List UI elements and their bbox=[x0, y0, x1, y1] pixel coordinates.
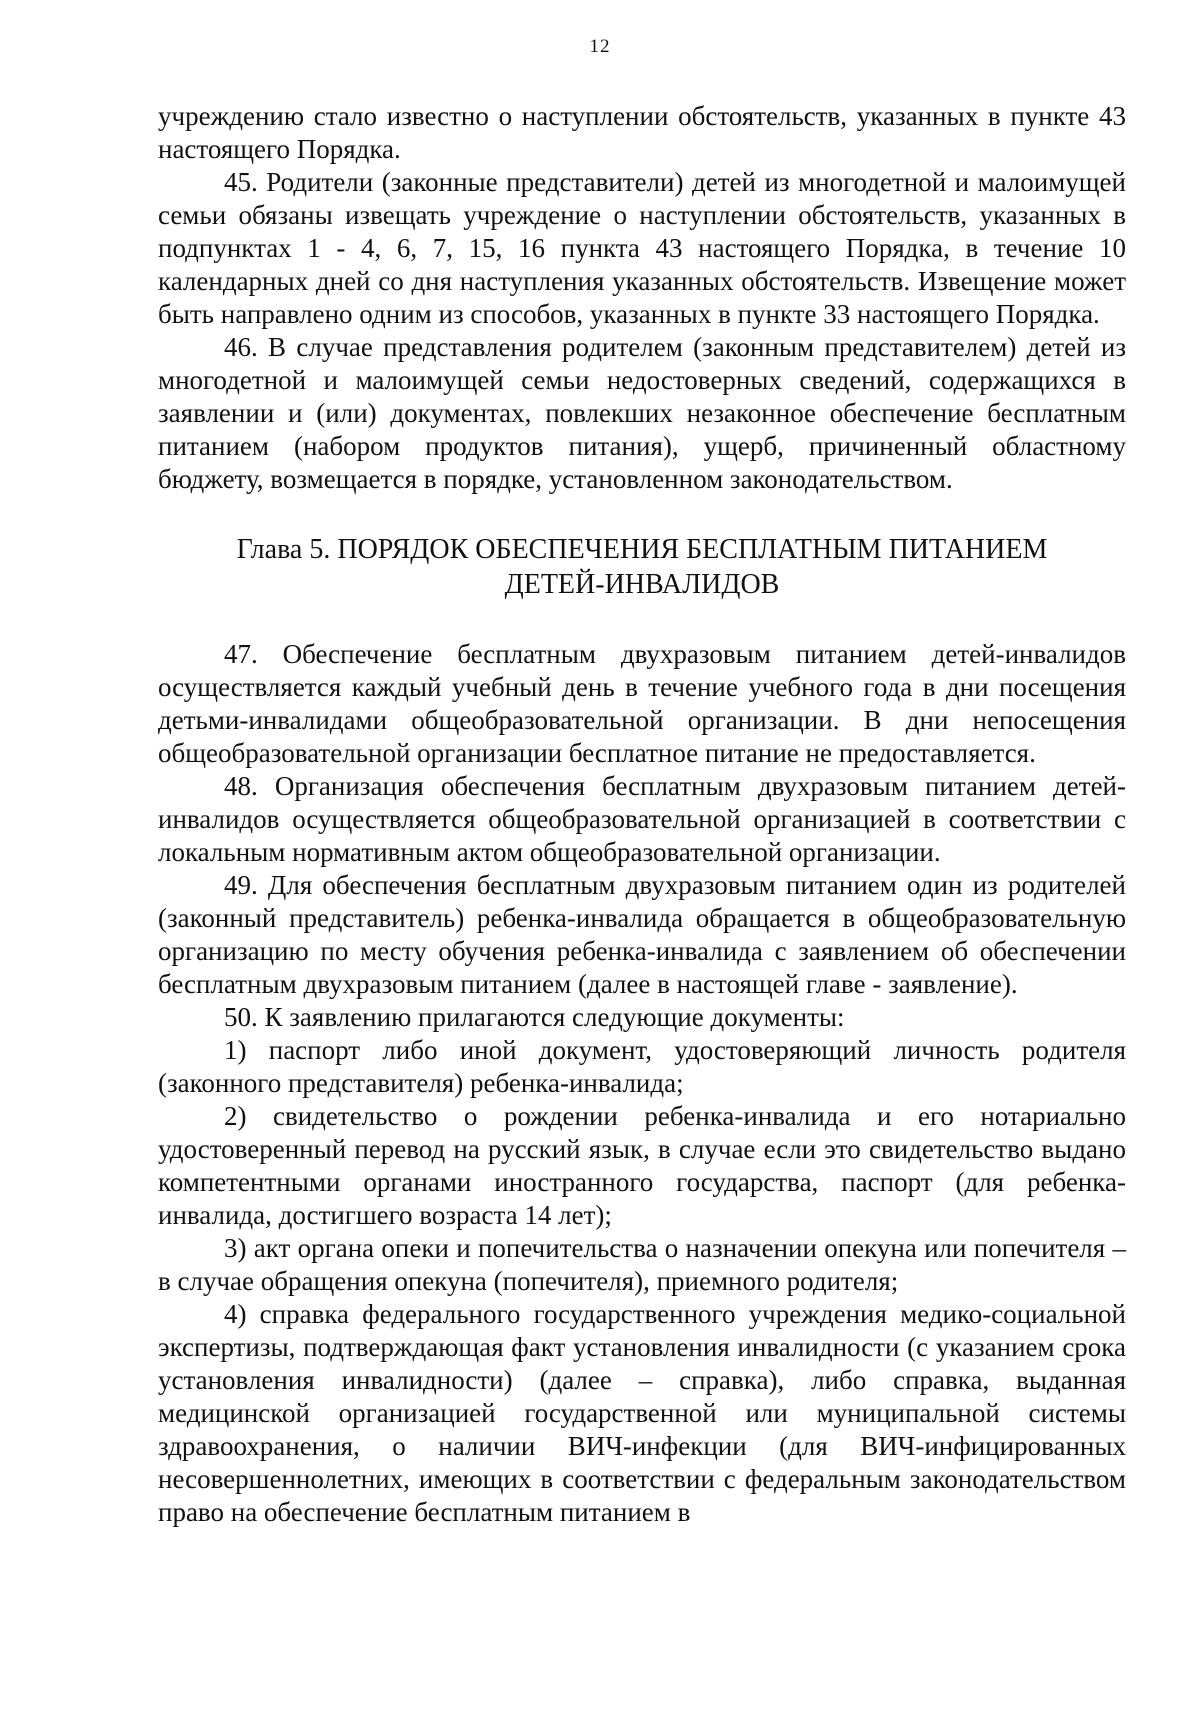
paragraphs-before bbox=[158, 100, 1126, 496]
paragraph-50: 50. К заявлению прилагаются следующие документы: bbox=[224, 1002, 845, 1032]
paragraph: учреждению стало известно о наступлении обстоятельств, указанных в пункте 43 настоящего Порядка. bbox=[158, 101, 1126, 164]
chapter-title-line-1: Глава 5. ПОРЯДОК ОБЕСПЕЧЕНИЯ БЕСПЛАТНЫМ ПИТАНИЕМ bbox=[236, 534, 1048, 565]
list-item-1: 1) паспорт либо иной документ, удостоверяющий личность родителя (законного представителя) ребенка-инвалида; bbox=[158, 1035, 1126, 1098]
list-item-2: 2) свидетельство о рождении ребенка-инвалида и его нотариально удостоверенный перевод на русский язык, в случае если это свидетельство выдано компетентными органами иностранного государства, паспорт (для ребенка-инвалида, достигшего возраста 14 лет); bbox=[158, 1101, 1126, 1230]
paragraphs-after bbox=[158, 638, 1126, 1529]
document-body bbox=[158, 100, 1126, 1529]
list-item-3: 3) акт органа опеки и попечительства о назначении опекуна или попечителя – в случае обращения опекуна (попечителя), приемного родителя; bbox=[158, 1233, 1126, 1296]
paragraph-47: 47. Обеспечение бесплатным двухразовым питанием детей-инвалидов осуществляется каждый учебный день в течение учебного года в дни посещения детьми-инвалидами общеобразовательной организации. В дни непосещения общеобразовательной организации бесплатное питание не предоставляется. bbox=[158, 639, 1126, 768]
chapter-title bbox=[158, 532, 1126, 602]
list-item-4: 4) справка федерального государственного учреждения медико-социальной экспертизы, подтверждающая факт установления инвалидности (с указанием срока установления инвалидности) (далее – справка), либо справка, выданная медицинской организацией государственной или муниципальной системы здравоохранения, о наличии ВИЧ-инфекции (для ВИЧ-инфицированных несовершеннолетних, имеющих в соответствии с федеральным законодательством право на обеспечение бесплатным питанием в bbox=[158, 1299, 1126, 1527]
paragraph-49: 49. Для обеспечения бесплатным двухразовым питанием один из родителей (законный представитель) ребенка-инвалида обращается в общеобразовательную организацию по месту обучения ребенка-инвалида с заявлением об обеспечении бесплатным двухразовым питанием (далее в настоящей главе - заявление). bbox=[158, 870, 1126, 999]
page-number: 12 bbox=[589, 36, 611, 57]
paragraph-48: 48. Организация обеспечения бесплатным двухразовым питанием детей-инвалидов осуществляется общеобразовательной организацией в соответствии с локальным нормативным актом общеобразовательной организации. bbox=[158, 771, 1126, 867]
paragraph-46: 46. В случае представления родителем (законным представителем) детей из многодетной и малоимущей семьи недостоверных сведений, содержащихся в заявлении и (или) документах, повлекших незаконное обеспечение бесплатным питанием (набором продуктов питания), ущерб, причиненный областному бюджету, возмещается в порядке, установленном законодательством. bbox=[158, 332, 1126, 494]
chapter-title-line-2: ДЕТЕЙ-ИНВАЛИДОВ bbox=[504, 569, 780, 600]
paragraph-45: 45. Родители (законные представители) детей из многодетной и малоимущей семьи обязаны извещать учреждение о наступлении обстоятельств, указанных в подпунктах 1 - 4, 6, 7, 15, 16 пункта 43 настоящего Порядка, в течение 10 календарных дней со дня наступления указанных обстоятельств. Извещение может быть направлено одним из способов, указанных в пункте 33 настоящего Порядка. bbox=[158, 167, 1126, 329]
